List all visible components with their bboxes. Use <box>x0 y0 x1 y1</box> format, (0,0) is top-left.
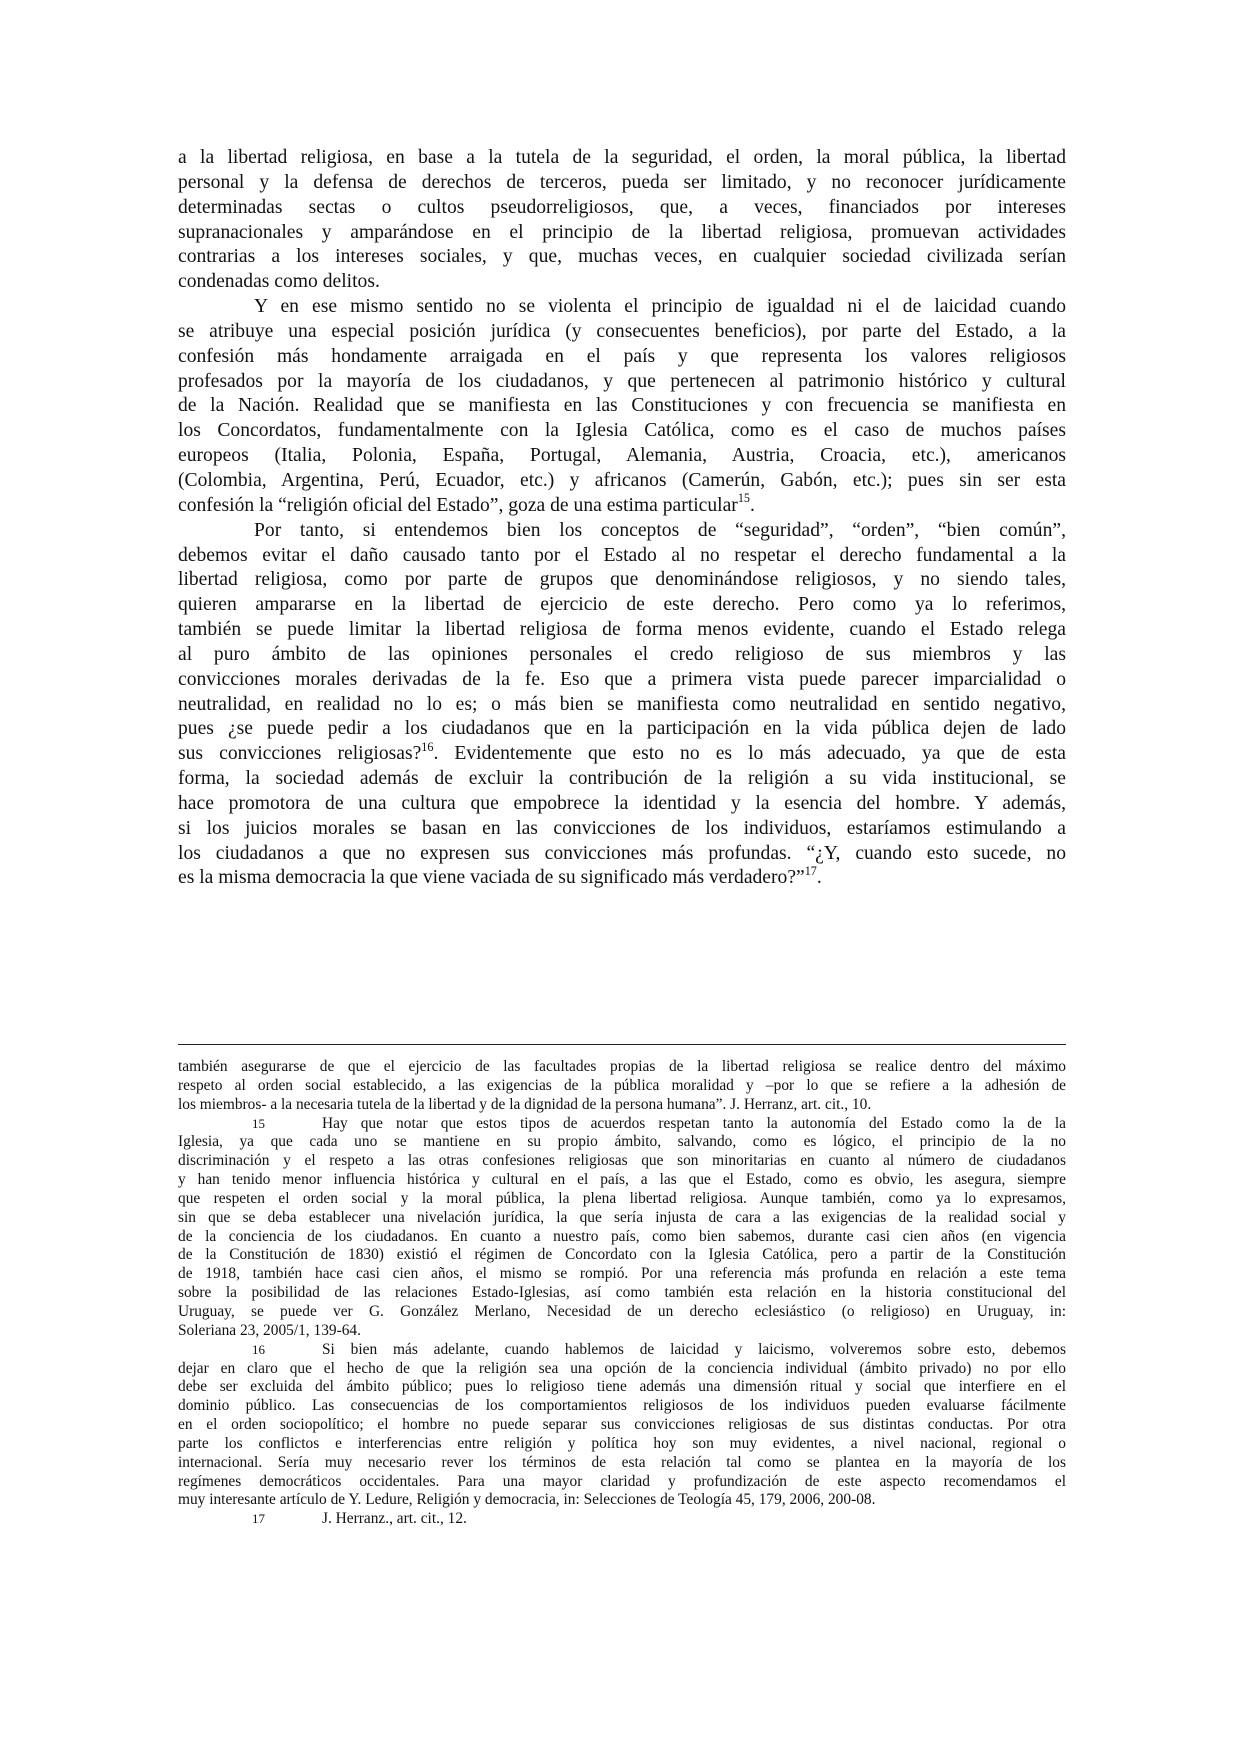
text-line: contrarias a los intereses sociales, y que, muchas veces, en cualquier sociedad civilizada serían <box>178 246 1066 268</box>
text-line: Por tanto, si entendemos bien los conceptos de “seguridad”, “orden”, “bien común”, <box>254 519 1066 541</box>
text-line: de la Nación. Realidad que se manifiesta en las Constituciones y con frecuencia se manifiesta en <box>178 395 1066 417</box>
footnote-ref-15[interactable]: 15 <box>737 491 750 506</box>
text-run: . <box>816 867 822 889</box>
footnote-line: también asegurarse de que el ejercicio de las facultades propias de la libertad religiosa se realice dentro del máximo <box>178 1058 1066 1075</box>
footnote-separator <box>178 1044 1066 1045</box>
footnote-line: de la Constitución de 1830) existió el régimen de Concordato con la Iglesia Católica, pero a partir de la Constitución <box>178 1246 1066 1264</box>
footnote-ref-17[interactable]: 17 <box>804 863 817 878</box>
text-line: condenadas como delitos. <box>178 271 380 293</box>
paragraph <box>178 146 1066 295</box>
text-line: profesados por la mayoría de los ciudadanos, y que pertenecen al patrimonio histórico y cultural <box>178 370 1066 392</box>
text-line <box>178 863 1066 891</box>
main-text <box>178 146 1066 891</box>
footnote-line: parte los conflictos e interferencias entre religión y política hoy son muy evidentes, a nivel nacional, regional o <box>178 1434 1066 1452</box>
footnote-15 <box>178 1115 1066 1341</box>
footnote-line: que respeten el orden social y la moral pública, la plena libertad religiosa. Aunque también, como ya lo expresamos, <box>178 1189 1066 1207</box>
text-line: los ciudadanos a que no expresen sus convicciones más profundas. “¿Y, cuando esto sucede, no <box>178 842 1066 864</box>
footnote-line: discriminación y el respeto a las otras confesiones religiosas que son minoritarias en cuanto al número de ciudadanos <box>178 1152 1066 1170</box>
footnote-first-line <box>178 1510 1066 1529</box>
footnote-line: regímenes democráticos occidentales. Para una mayor claridad y profundización de este aspecto recomendamos el <box>178 1472 1066 1490</box>
text-line: se atribuye una especial posición jurídica (y consecuentes beneficios), por parte del Estado, a la <box>178 320 1066 342</box>
footnote-number: 16 <box>252 1341 265 1357</box>
footnote-line: muy interesante artículo de Y. Ledure, Religión y democracia, in: Selecciones de Teología 45, 179, 2006, 200-08. <box>178 1491 876 1509</box>
footnote-line: internacional. Sería muy necesario rever los términos de esta relación tal como se plantea en la mayoría de los <box>178 1453 1066 1471</box>
footnote-line: debe ser excluida del ámbito público; pues lo religioso tiene además una dimensión ritual y social que interfiere en el <box>178 1378 1066 1396</box>
footnote-line: los miembros- a la necesaria tutela de la libertad y de la dignidad de la persona humana”. J. Herranz, art. cit., 10. <box>178 1095 872 1113</box>
footnote-line: Hay que notar que estos tipos de acuerdos respetan tanto la autonomía del Estado como la de la <box>322 1114 1066 1132</box>
text-line: supranacionales y amparándose en el principio de la libertad religiosa, promuevan actividades <box>178 221 1066 243</box>
footnote-17 <box>178 1510 1066 1529</box>
footnote-line: y han tenido menor influencia histórica y cultural en el país, a las que el Estado, como es obvio, les asegura, siempre <box>178 1171 1066 1189</box>
paragraph <box>178 295 1066 519</box>
footnote-line: Uruguay, se puede ver G. González Merlano, Necesidad de un derecho eclesiástico (o religioso) en Uruguay, in: <box>178 1302 1066 1320</box>
text-line: también se puede limitar la libertad religiosa de forma menos evidente, cuando el Estado relega <box>178 619 1066 641</box>
footnote-line: sobre la posibilidad de las relaciones Estado-Iglesias, así como también esta relación en la historia constitucional del <box>178 1284 1066 1302</box>
text-run: sus convicciones religiosas? <box>178 743 422 765</box>
footnote-line: dejar en claro que el hecho de que la religión sea una opción de la conciencia individual (ámbito privado) no por ello <box>178 1359 1066 1377</box>
text-run: . <box>749 494 755 516</box>
text-run: confesión la “religión oficial del Estado”, goza de una estima particular <box>178 494 738 516</box>
text-run: . Evidentemente que esto no es lo más adecuado, ya que de esta <box>433 743 1066 765</box>
text-line: hace promotora de una cultura que empobrece la identidad y la esencia del hombre. Y además, <box>178 792 1066 814</box>
footnote-continuation <box>178 1058 1066 1115</box>
text-line: libertad religiosa, como por parte de grupos que denominándose religiosos, y no siendo tales, <box>178 569 1066 591</box>
text-line <box>178 491 1066 519</box>
footnote-line: Si bien más adelante, cuando hablemos de laicidad y laicismo, volveremos sobre esto, debemos <box>322 1340 1066 1358</box>
text-line: los Concordatos, fundamentalmente con la Iglesia Católica, como es el caso de muchos países <box>178 420 1066 442</box>
footnote-first-line <box>178 1115 1066 1134</box>
text-line: debemos evitar el daño causado tanto por el Estado al no respetar el derecho fundamental a la <box>178 544 1066 566</box>
text-line: pues ¿se puede pedir a los ciudadanos que en la participación en la vida pública dejen de lado <box>178 718 1066 740</box>
footnote-line: de la conciencia de los ciudadanos. En cuanto a nuestro país, como bien sabemos, durante casi cien años (en vigencia <box>178 1227 1066 1245</box>
text-line: quieren ampararse en la libertad de ejercicio de este derecho. Pero como ya lo referimos, <box>178 594 1066 616</box>
footnote-number: 17 <box>252 1511 265 1527</box>
text-line: si los juicios morales se basan en las convicciones de los individuos, estaríamos estimulando a <box>178 817 1066 839</box>
text-line: determinadas sectas o cultos pseudorreligiosos, que, a veces, financiados por intereses <box>178 196 1066 218</box>
text-line: confesión más hondamente arraigada en el país y que representa los valores religiosos <box>178 345 1066 367</box>
footnote-number: 15 <box>252 1115 265 1131</box>
footnote-line: J. Herranz., art. cit., 12. <box>322 1510 467 1528</box>
text-run: es la misma democracia la que viene vaciada de su significado más verdadero?” <box>178 867 805 889</box>
text-line: al puro ámbito de las opiniones personales el credo religioso de sus miembros y las <box>178 643 1066 665</box>
footnote-line: de 1918, también hace casi cien años, el mismo se rompió. Por una referencia más profunda en relación a este tema <box>178 1265 1066 1283</box>
footnote-line: Soleriana 23, 2005/1, 139-64. <box>178 1321 361 1339</box>
text-line: Y en ese mismo sentido no se violenta el principio de igualdad ni el de laicidad cuando <box>254 296 1066 318</box>
footnote-line: respeto al orden social establecido, a las exigencias de la pública moralidad y –por lo que se refiere a la adhesión de <box>178 1076 1066 1094</box>
text-line: europeos (Italia, Polonia, España, Portugal, Alemania, Austria, Croacia, etc.), americanos <box>178 445 1066 467</box>
footnote-16 <box>178 1341 1066 1511</box>
text-line: (Colombia, Argentina, Perú, Ecuador, etc.) y africanos (Camerún, Gabón, etc.); pues sin ser esta <box>178 469 1066 491</box>
text-line: convicciones morales derivadas de la fe. Eso que a primera vista puede parecer imparcialidad o <box>178 668 1066 690</box>
footnote-first-line <box>178 1341 1066 1360</box>
text-line: forma, la sociedad además de excluir la contribución de la religión a su vida institucional, se <box>178 768 1066 790</box>
footnote-ref-16[interactable]: 16 <box>421 739 434 754</box>
footnotes <box>178 1058 1066 1529</box>
footnote-line: sin que se deba establecer una nivelación jurídica, la que sería injusta de cara a las exigencias de la realidad social y <box>178 1208 1066 1226</box>
text-line: a la libertad religiosa, en base a la tutela de la seguridad, el orden, la moral pública, la libertad <box>178 147 1066 168</box>
text-line: neutralidad, en realidad no lo es; o más bien se manifiesta como neutralidad en sentido negativo, <box>178 693 1066 715</box>
text-line: personal y la defensa de derechos de terceros, pueda ser limitado, y no reconocer jurídicamente <box>178 171 1066 193</box>
footnote-line: en el orden sociopolítico; el hombre no puede separar sus convicciones religiosas de sus distintas conductas. Por otra <box>178 1416 1066 1434</box>
footnote-line: Iglesia, ya que cada uno se mantiene en su propio ámbito, salvando, como es lógico, el principio de la no <box>178 1133 1066 1151</box>
footnote-line: dominio público. Las consecuencias de los comportamientos religiosos de los individuos pueden evaluarse fácilmente <box>178 1397 1066 1415</box>
text-line <box>178 739 1066 767</box>
paragraph <box>178 519 1066 892</box>
